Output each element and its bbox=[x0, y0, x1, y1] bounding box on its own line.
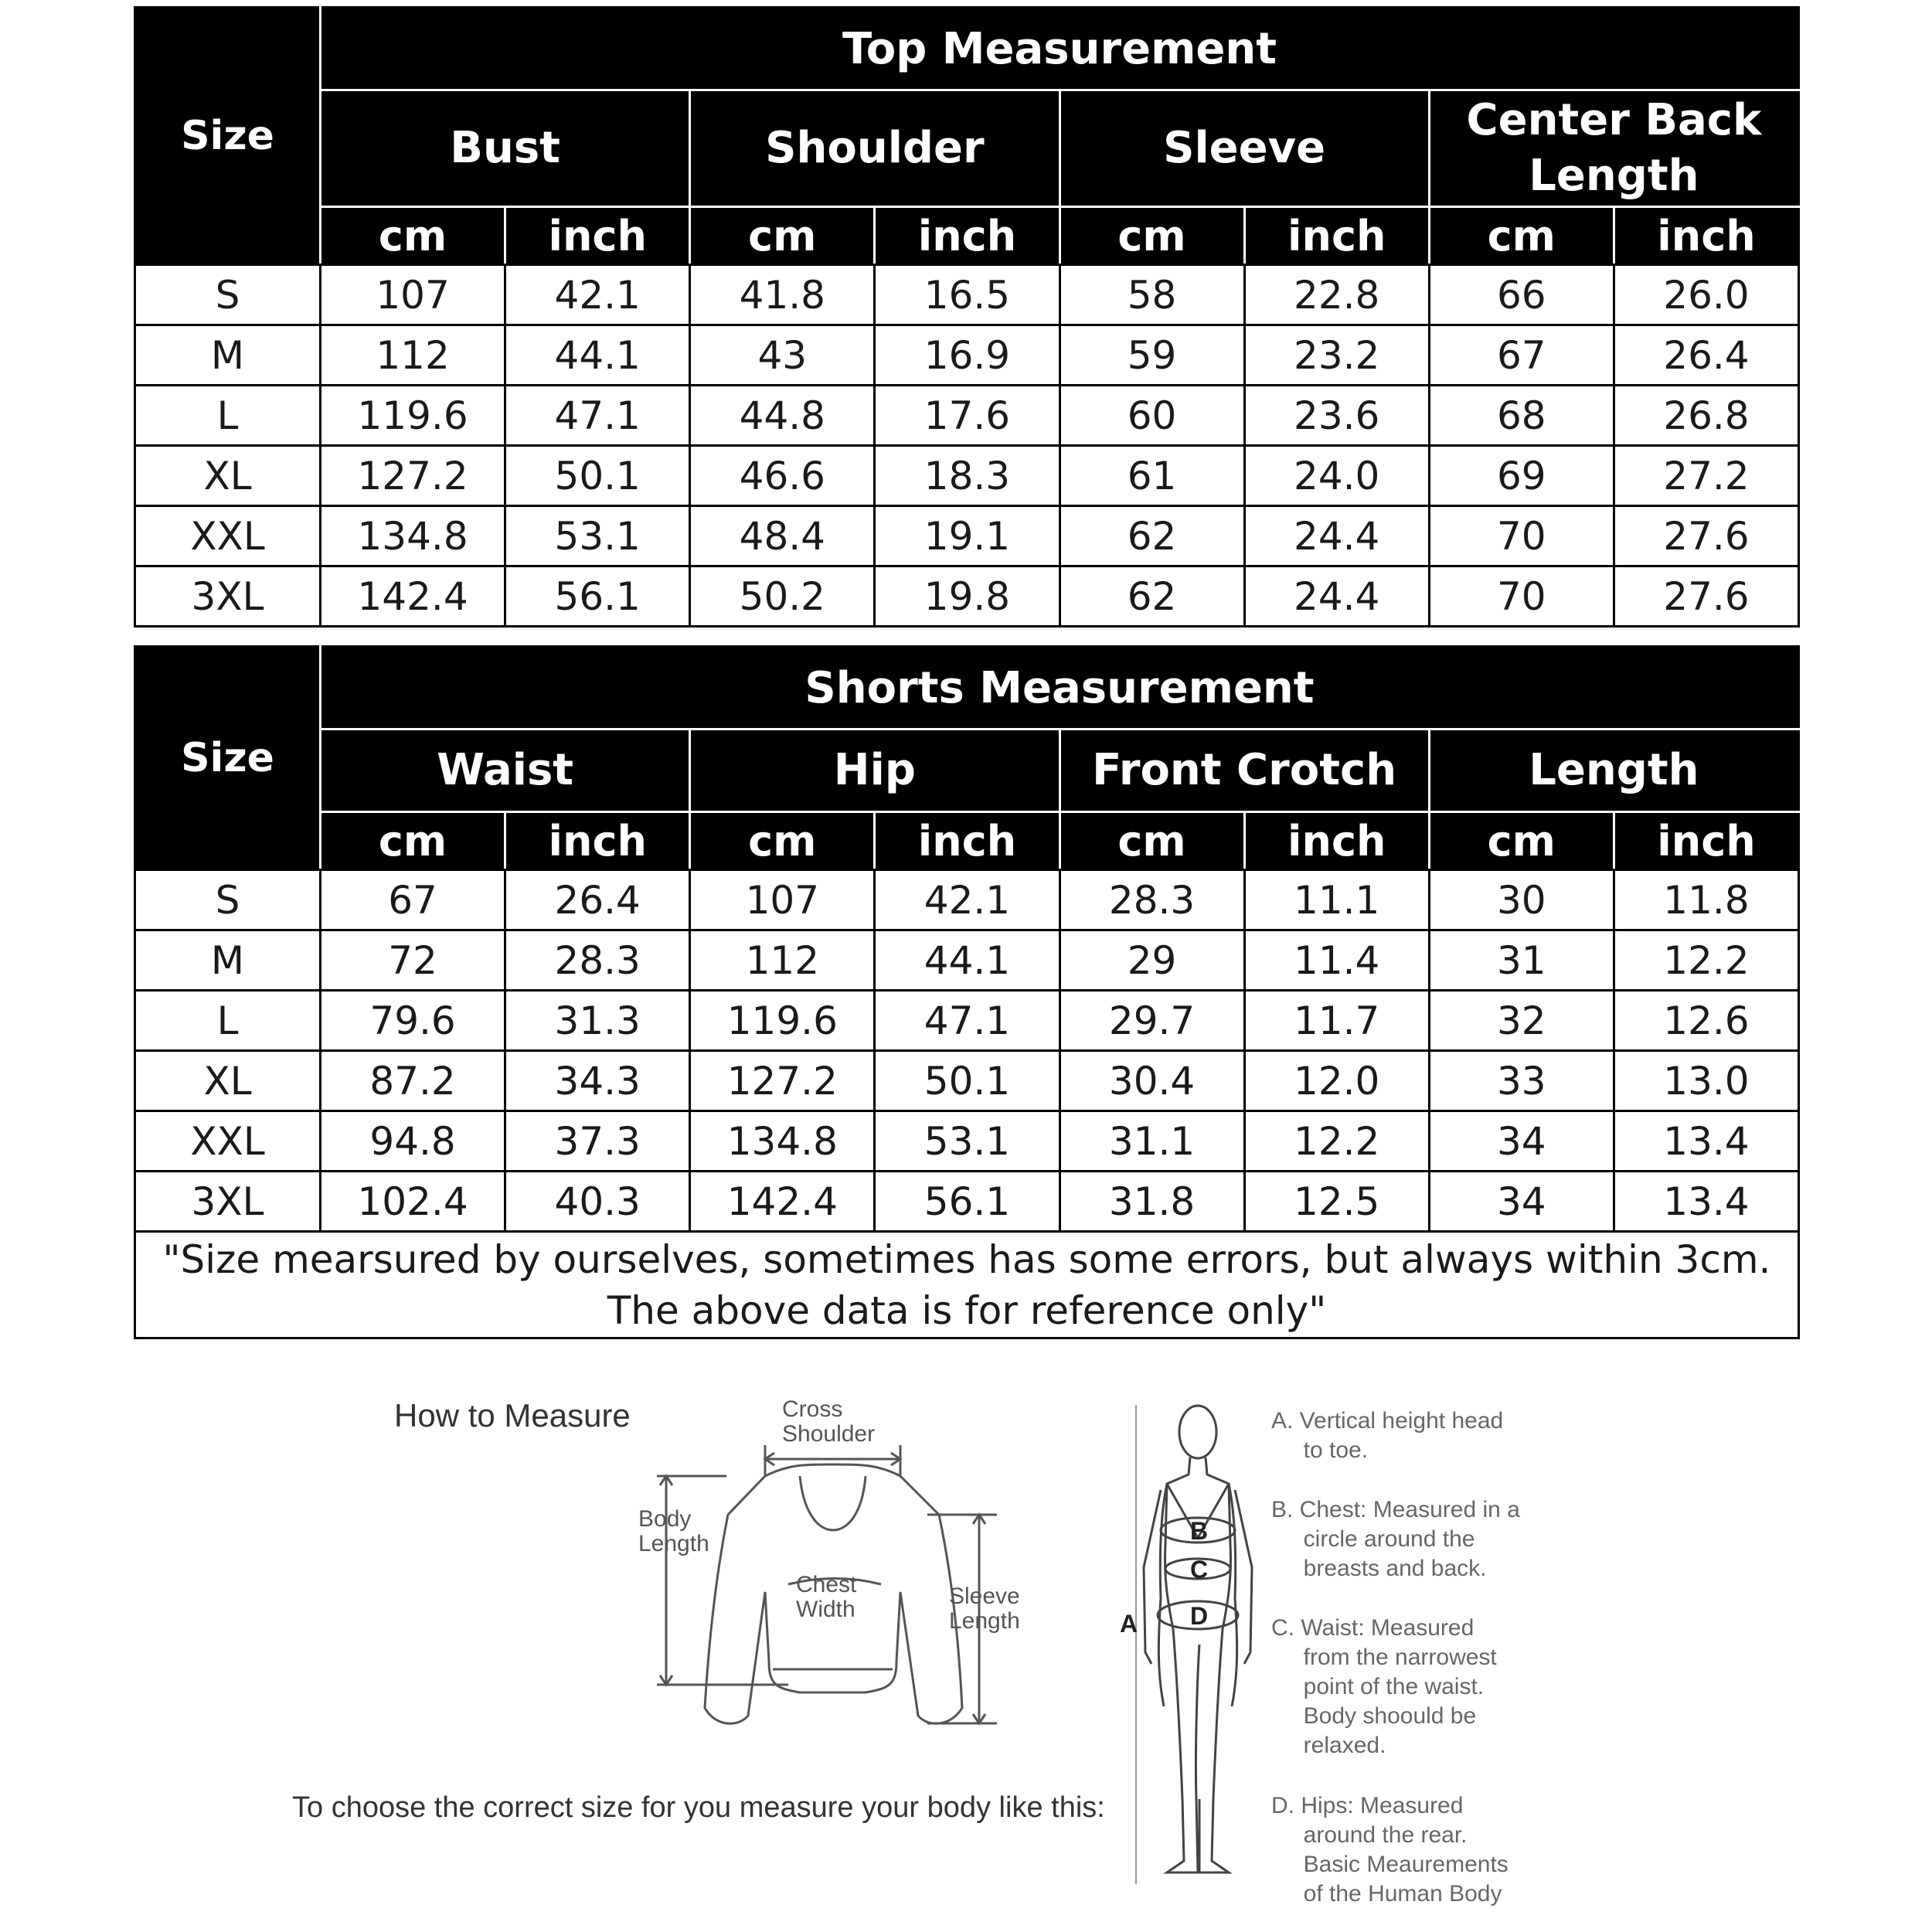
table-row bbox=[135, 870, 1799, 930]
value-cell: 46.6 bbox=[690, 446, 875, 506]
legend-d: D. Hips: Measured around the rear. Basic Meaurements of the Human Body bbox=[1271, 1793, 1509, 1906]
value-cell: 62 bbox=[1060, 566, 1244, 627]
group-header: Front Crotch bbox=[1060, 730, 1429, 812]
value-cell: 13.4 bbox=[1614, 1172, 1798, 1232]
table-row bbox=[135, 386, 1799, 446]
value-cell: 19.8 bbox=[875, 566, 1060, 627]
value-cell: 34 bbox=[1429, 1172, 1614, 1232]
value-cell: 60 bbox=[1060, 386, 1244, 446]
value-cell: 94.8 bbox=[321, 1111, 505, 1172]
legend-c: C. Waist: Measured from the narrowest point of the waist. Body shoould be relaxed. bbox=[1271, 1615, 1497, 1758]
unit-header: cm bbox=[690, 812, 875, 870]
value-cell: 41.8 bbox=[690, 265, 875, 325]
value-cell: 61 bbox=[1060, 446, 1244, 506]
unit-header: inch bbox=[505, 207, 690, 265]
value-cell: 17.6 bbox=[875, 386, 1060, 446]
how-to-measure-title: How to Measure bbox=[394, 1397, 631, 1434]
value-cell: 13.4 bbox=[1614, 1111, 1798, 1172]
value-cell: 53.1 bbox=[875, 1111, 1060, 1172]
value-cell: 112 bbox=[321, 325, 505, 386]
group-header: Sleeve bbox=[1060, 90, 1429, 207]
group-header: Center Back Length bbox=[1429, 90, 1798, 207]
value-cell: 47.1 bbox=[505, 386, 690, 446]
table-row bbox=[135, 991, 1799, 1051]
value-cell: 43 bbox=[690, 325, 875, 386]
table-row bbox=[135, 446, 1799, 506]
group-header: Bust bbox=[321, 90, 690, 207]
size-cell: L bbox=[135, 386, 321, 446]
value-cell: 107 bbox=[321, 265, 505, 325]
value-cell: 42.1 bbox=[875, 870, 1060, 930]
value-cell: 102.4 bbox=[321, 1172, 505, 1232]
size-cell: M bbox=[135, 325, 321, 386]
value-cell: 48.4 bbox=[690, 506, 875, 566]
value-cell: 40.3 bbox=[505, 1172, 690, 1232]
unit-header: inch bbox=[1244, 207, 1429, 265]
table-title: Top Measurement bbox=[321, 8, 1799, 90]
marker-d: D bbox=[1190, 1602, 1209, 1630]
size-cell: L bbox=[135, 991, 321, 1051]
value-cell: 134.8 bbox=[321, 506, 505, 566]
body-length-label: Body Length bbox=[638, 1506, 709, 1556]
value-cell: 28.3 bbox=[1060, 870, 1244, 930]
choose-size-instruction: To choose the correct size for you measure your body like this: bbox=[292, 1791, 1105, 1824]
value-cell: 23.6 bbox=[1244, 386, 1429, 446]
table-row bbox=[135, 566, 1799, 627]
value-cell: 11.1 bbox=[1244, 870, 1429, 930]
value-cell: 67 bbox=[321, 870, 505, 930]
size-cell: S bbox=[135, 870, 321, 930]
unit-header: inch bbox=[1244, 812, 1429, 870]
disclaimer-line-2: The above data is for reference only" bbox=[607, 1287, 1327, 1333]
unit-header: inch bbox=[875, 812, 1060, 870]
value-cell: 32 bbox=[1429, 991, 1614, 1051]
marker-a: A bbox=[1120, 1610, 1138, 1638]
value-cell: 70 bbox=[1429, 566, 1614, 627]
value-cell: 50.1 bbox=[505, 446, 690, 506]
value-cell: 42.1 bbox=[505, 265, 690, 325]
value-cell: 18.3 bbox=[875, 446, 1060, 506]
marker-b: B bbox=[1190, 1517, 1209, 1545]
value-cell: 67 bbox=[1429, 325, 1614, 386]
value-cell: 31.3 bbox=[505, 991, 690, 1051]
value-cell: 12.6 bbox=[1614, 991, 1798, 1051]
value-cell: 58 bbox=[1060, 265, 1244, 325]
value-cell: 87.2 bbox=[321, 1051, 505, 1111]
value-cell: 27.6 bbox=[1614, 506, 1798, 566]
group-header: Length bbox=[1429, 730, 1798, 812]
unit-header: inch bbox=[1614, 207, 1798, 265]
value-cell: 72 bbox=[321, 930, 505, 991]
size-cell: XL bbox=[135, 1051, 321, 1111]
value-cell: 28.3 bbox=[505, 930, 690, 991]
value-cell: 16.5 bbox=[875, 265, 1060, 325]
value-cell: 22.8 bbox=[1244, 265, 1429, 325]
value-cell: 12.2 bbox=[1614, 930, 1798, 991]
value-cell: 26.8 bbox=[1614, 386, 1798, 446]
value-cell: 134.8 bbox=[690, 1111, 875, 1172]
group-header: Shoulder bbox=[690, 90, 1060, 207]
value-cell: 142.4 bbox=[690, 1172, 875, 1232]
sleeve-length-label: Sleeve Length bbox=[949, 1583, 1020, 1634]
value-cell: 33 bbox=[1429, 1051, 1614, 1111]
size-cell: 3XL bbox=[135, 1172, 321, 1232]
value-cell: 31 bbox=[1429, 930, 1614, 991]
value-cell: 66 bbox=[1429, 265, 1614, 325]
value-cell: 119.6 bbox=[321, 386, 505, 446]
value-cell: 62 bbox=[1060, 506, 1244, 566]
value-cell: 26.4 bbox=[505, 870, 690, 930]
value-cell: 69 bbox=[1429, 446, 1614, 506]
group-header: Waist bbox=[321, 730, 690, 812]
value-cell: 50.1 bbox=[875, 1051, 1060, 1111]
unit-header: cm bbox=[690, 207, 875, 265]
unit-header: cm bbox=[1429, 207, 1614, 265]
value-cell: 107 bbox=[690, 870, 875, 930]
value-cell: 70 bbox=[1429, 506, 1614, 566]
table-row bbox=[135, 506, 1799, 566]
value-cell: 56.1 bbox=[875, 1172, 1060, 1232]
value-cell: 16.9 bbox=[875, 325, 1060, 386]
value-cell: 19.1 bbox=[875, 506, 1060, 566]
value-cell: 24.4 bbox=[1244, 506, 1429, 566]
value-cell: 53.1 bbox=[505, 506, 690, 566]
value-cell: 112 bbox=[690, 930, 875, 991]
value-cell: 11.4 bbox=[1244, 930, 1429, 991]
top-measurement-table bbox=[134, 6, 1800, 628]
value-cell: 27.6 bbox=[1614, 566, 1798, 627]
value-cell: 31.1 bbox=[1060, 1111, 1244, 1172]
size-cell: M bbox=[135, 930, 321, 991]
value-cell: 59 bbox=[1060, 325, 1244, 386]
value-cell: 127.2 bbox=[690, 1051, 875, 1111]
size-cell: XL bbox=[135, 446, 321, 506]
table-title: Shorts Measurement bbox=[321, 647, 1799, 730]
disclaimer-line-1: "Size mearsured by ourselves, sometimes has some errors, but always within 3cm. bbox=[162, 1236, 1771, 1282]
value-cell: 68 bbox=[1429, 386, 1614, 446]
chest-width-label: Chest Width bbox=[796, 1572, 857, 1622]
group-header: Hip bbox=[690, 730, 1060, 812]
value-cell: 29.7 bbox=[1060, 991, 1244, 1051]
value-cell: 119.6 bbox=[690, 991, 875, 1051]
value-cell: 29 bbox=[1060, 930, 1244, 991]
value-cell: 11.8 bbox=[1614, 870, 1798, 930]
value-cell: 24.0 bbox=[1244, 446, 1429, 506]
value-cell: 37.3 bbox=[505, 1111, 690, 1172]
value-cell: 34 bbox=[1429, 1111, 1614, 1172]
table-row bbox=[135, 325, 1799, 386]
value-cell: 44.1 bbox=[875, 930, 1060, 991]
value-cell: 56.1 bbox=[505, 566, 690, 627]
unit-header: cm bbox=[1060, 812, 1244, 870]
value-cell: 27.2 bbox=[1614, 446, 1798, 506]
legend-b: B. Chest: Measured in a circle around the breasts and back. bbox=[1271, 1497, 1520, 1581]
cross-shoulder-label: Cross Shoulder bbox=[782, 1396, 876, 1447]
value-cell: 34.3 bbox=[505, 1051, 690, 1111]
value-cell: 30.4 bbox=[1060, 1051, 1244, 1111]
unit-header: inch bbox=[875, 207, 1060, 265]
unit-header: inch bbox=[1614, 812, 1798, 870]
value-cell: 26.4 bbox=[1614, 325, 1798, 386]
unit-header: cm bbox=[1060, 207, 1244, 265]
value-cell: 13.0 bbox=[1614, 1051, 1798, 1111]
value-cell: 30 bbox=[1429, 870, 1614, 930]
value-cell: 127.2 bbox=[321, 446, 505, 506]
table-row bbox=[135, 930, 1799, 991]
value-cell: 11.7 bbox=[1244, 991, 1429, 1051]
value-cell: 12.2 bbox=[1244, 1111, 1429, 1172]
value-cell: 142.4 bbox=[321, 566, 505, 627]
size-cell: XXL bbox=[135, 1111, 321, 1172]
size-header: Size bbox=[135, 647, 321, 870]
marker-c: C bbox=[1190, 1556, 1209, 1583]
size-cell: 3XL bbox=[135, 566, 321, 627]
size-header: Size bbox=[135, 8, 321, 265]
value-cell: 26.0 bbox=[1614, 265, 1798, 325]
value-cell: 47.1 bbox=[875, 991, 1060, 1051]
unit-header: cm bbox=[1429, 812, 1614, 870]
unit-header: cm bbox=[321, 812, 505, 870]
value-cell: 12.0 bbox=[1244, 1051, 1429, 1111]
table-row bbox=[135, 1051, 1799, 1111]
unit-header: cm bbox=[321, 207, 505, 265]
value-cell: 23.2 bbox=[1244, 325, 1429, 386]
value-cell: 24.4 bbox=[1244, 566, 1429, 627]
size-cell: XXL bbox=[135, 506, 321, 566]
human-body-diagram-icon bbox=[1113, 1397, 1267, 1892]
unit-header: inch bbox=[505, 812, 690, 870]
size-cell: S bbox=[135, 265, 321, 325]
legend-a: A. Vertical height head to toe. bbox=[1271, 1408, 1504, 1463]
table-row bbox=[135, 1111, 1799, 1172]
disclaimer-note bbox=[135, 1232, 1799, 1338]
value-cell: 44.8 bbox=[690, 386, 875, 446]
value-cell: 44.1 bbox=[505, 325, 690, 386]
shorts-measurement-table bbox=[134, 645, 1800, 1339]
table-row bbox=[135, 1172, 1799, 1232]
value-cell: 12.5 bbox=[1244, 1172, 1429, 1232]
value-cell: 50.2 bbox=[690, 566, 875, 627]
table-row bbox=[135, 265, 1799, 325]
value-cell: 79.6 bbox=[321, 991, 505, 1051]
value-cell: 31.8 bbox=[1060, 1172, 1244, 1232]
